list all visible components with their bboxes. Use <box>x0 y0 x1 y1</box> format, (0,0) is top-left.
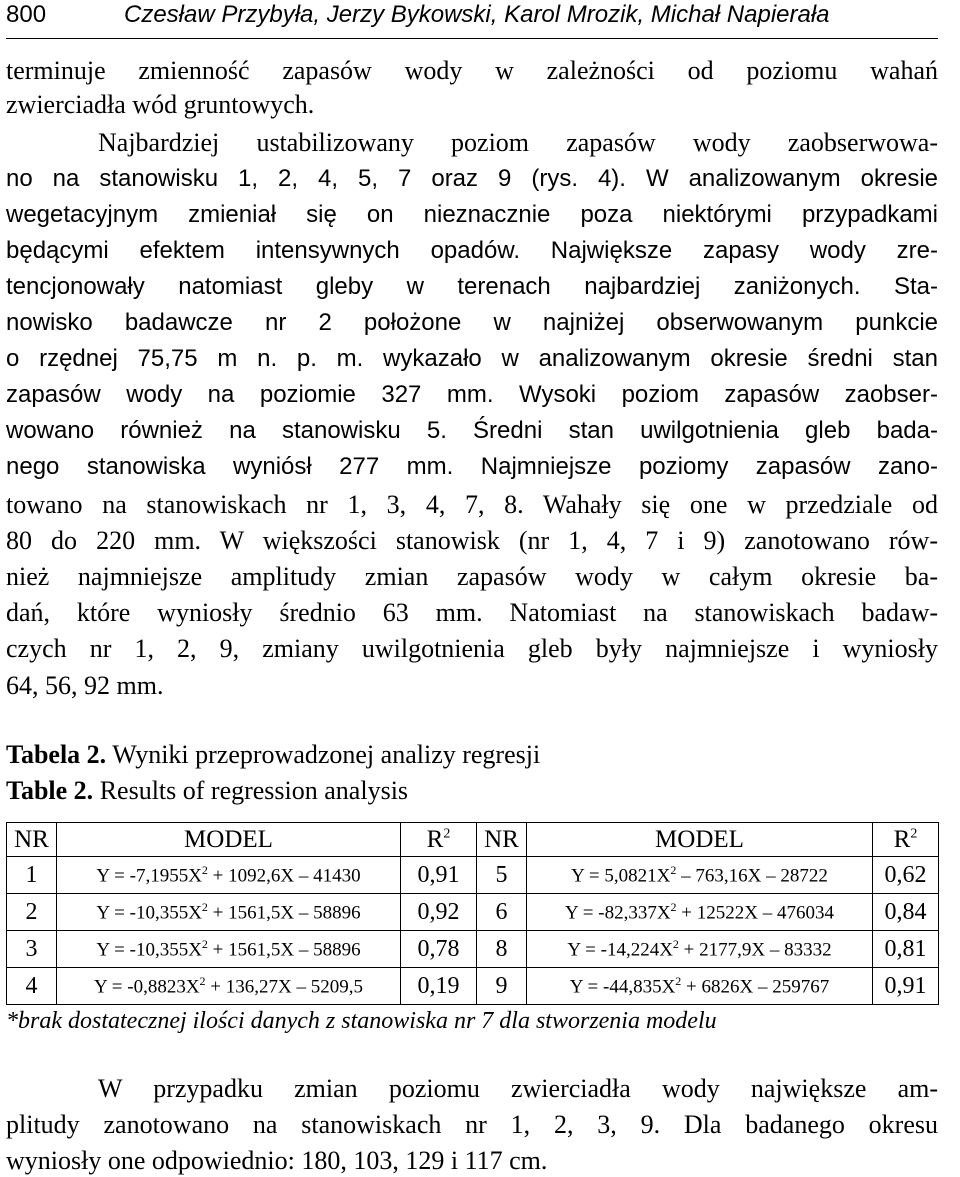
header-r2: $R^2$ <box>401 823 477 857</box>
text-line: nież najmniejsze amplitudy zmian zapasów wody w całym okresie ba- <box>6 562 938 591</box>
text-line: czych nr 1, 2, 9, zmiany uwilgotnienia gleb były najmniejsze i wyniosły <box>6 634 938 663</box>
header-r2: $R^2$ <box>873 823 939 857</box>
text-line: Najbardziej ustabilizowany poziom zapasów wody zaobserwowa- <box>98 128 938 157</box>
cell-nr: 3 <box>7 931 57 968</box>
text-line: no na stanowisku 1, 2, 4, 5, 7 oraz 9 (rys. 4). W analizowanym okresie <box>6 165 938 192</box>
cell-r2: 0,91 <box>873 968 939 1005</box>
text-line: nego stanowiska wyniósł 277 mm. Najmniejsze poziomy zapasów zano- <box>6 453 938 480</box>
table-header-row <box>7 823 939 857</box>
table-caption-en <box>6 776 408 806</box>
cell-r2: 0,92 <box>401 894 477 931</box>
table-row <box>7 931 939 968</box>
text-line: terminuje zmienność zapasów wody w zależności od poziomu wahań <box>6 56 938 85</box>
cell-model: $Y = -44,835X^2 + 6826X - 259767$ <box>527 968 873 1005</box>
cell-model: $Y = -10,355X^2 + 1561,5X - 58896$ <box>57 931 401 968</box>
table-row <box>7 894 939 931</box>
caption-text-pl: Wyniki przeprowadzonej analizy regresji <box>106 740 541 769</box>
cell-model: $Y = -10,355X^2 + 1561,5X - 58896$ <box>57 894 401 931</box>
cell-r2: 0,81 <box>873 931 939 968</box>
table-row <box>7 857 939 894</box>
text-line: zapasów wody na poziomie 327 mm. Wysoki poziom zapasów zaobser- <box>6 381 938 408</box>
cell-model: $Y = -82,337X^2 + 12522X - 476034$ <box>527 894 873 931</box>
table-row <box>7 968 939 1005</box>
text-line: wegetacyjnym zmieniał się on nieznacznie poza niektórymi przypadkami <box>6 201 938 228</box>
cell-model: $Y = 5,0821X^2 - 763,16X - 28722$ <box>527 857 873 894</box>
text-line: plitudy zanotowano na stanowiskach nr 1, 2, 3, 9. Dla badanego okresu <box>6 1110 938 1139</box>
text-line: wyniosły one odpowiednio: 180, 103, 129 i 117 cm. <box>6 1146 548 1175</box>
text-line: towano na stanowiskach nr 1, 3, 4, 7, 8. Wahały się one w przedziale od <box>6 490 938 519</box>
cell-nr: 5 <box>477 857 527 894</box>
cell-model: $Y = -14,224X^2 + 2177,9X - 83332$ <box>527 931 873 968</box>
caption-text-en: Results of regression analysis <box>93 776 409 805</box>
text-line: wowano również na stanowisku 5. Średni stan uwilgotnienia gleb bada- <box>6 417 938 444</box>
text-line: będącymi efektem intensywnych opadów. Największe zapasy wody zre- <box>6 237 938 264</box>
running-head-authors: Czesław Przybyła, Jerzy Bykowski, Karol Mrozik, Michał Napierała <box>124 1 830 28</box>
text-line: o rzędnej 75,75 m n. p. m. wykazało w analizowanym okresie średni stan <box>6 345 938 372</box>
table-caption-pl <box>6 740 540 770</box>
cell-model: $Y = -7,1955X^2 + 1092,6X - 41430$ <box>57 857 401 894</box>
header-model: MODEL <box>57 823 401 857</box>
caption-label-pl: Tabela 2. <box>6 740 107 769</box>
cell-r2: 0,62 <box>873 857 939 894</box>
text-line: 80 do 220 mm. W większości stanowisk (nr 1, 4, 7 i 9) zanotowano rów- <box>6 526 938 555</box>
text-line: W przypadku zmian poziomu zwierciadła wody największe am- <box>98 1074 938 1103</box>
cell-nr: 8 <box>477 931 527 968</box>
text-line: nowisko badawcze nr 2 położone w najniżej obserwowanym punkcie <box>6 309 938 336</box>
text-line: tencjonowały natomiast gleby w terenach najbardziej zaniżonych. Sta- <box>6 273 938 300</box>
caption-label-en: Table 2. <box>6 776 94 805</box>
text-line: dań, które wyniosły średnio 63 mm. Natomiast na stanowiskach badaw- <box>6 598 938 627</box>
header-nr: NR <box>477 823 527 857</box>
table-footnote: *brak dostatecznej ilości danych z stanowiska nr 7 dla stworzenia modelu <box>6 1008 717 1034</box>
cell-model: $Y = -0,8823X^2 + 136,27X - 5209,5$ <box>57 968 401 1005</box>
cell-r2: 0,19 <box>401 968 477 1005</box>
running-header <box>6 0 938 39</box>
header-model: MODEL <box>527 823 873 857</box>
cell-r2: 0,78 <box>401 931 477 968</box>
text-line: 64, 56, 92 mm. <box>6 671 164 700</box>
cell-nr: 4 <box>7 968 57 1005</box>
cell-nr: 2 <box>7 894 57 931</box>
cell-r2: 0,91 <box>401 857 477 894</box>
cell-nr: 9 <box>477 968 527 1005</box>
regression-table <box>6 822 939 1005</box>
header-nr: NR <box>7 823 57 857</box>
page-number: 800 <box>6 1 47 28</box>
cell-r2: 0,84 <box>873 894 939 931</box>
cell-nr: 1 <box>7 857 57 894</box>
text-line: zwierciadła wód gruntowych. <box>6 90 315 119</box>
cell-nr: 6 <box>477 894 527 931</box>
